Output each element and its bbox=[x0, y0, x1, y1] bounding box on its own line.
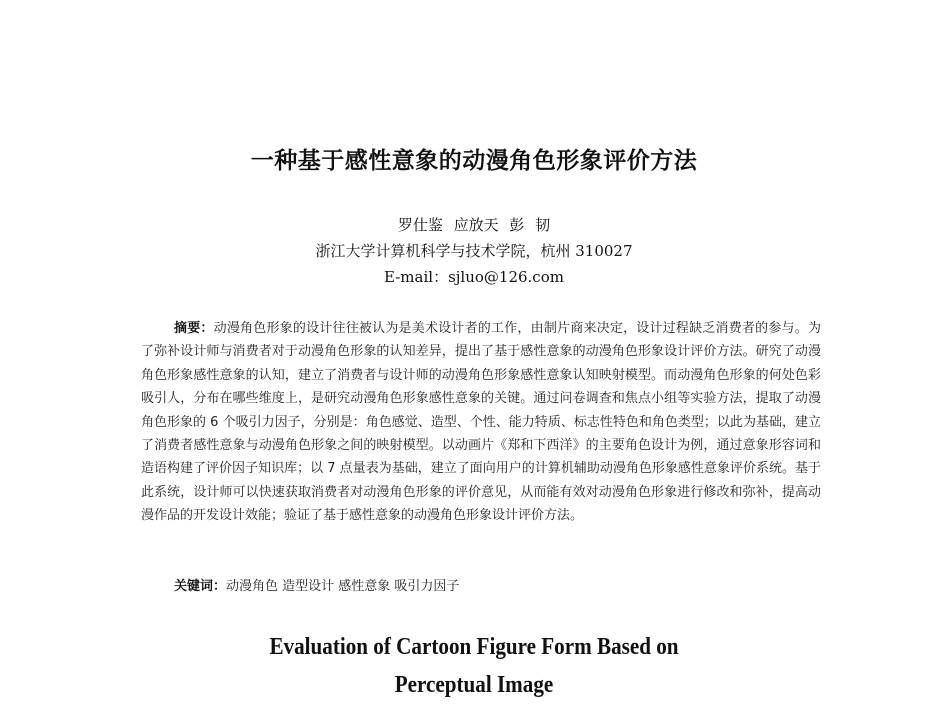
keywords-label: 关键词： bbox=[174, 579, 227, 594]
paper-title-cn: 一种基于感性意象的动漫角色形象评价方法 bbox=[250, 148, 698, 174]
abstract-text: 动漫角色形象的设计往往被认为是美术设计者的工作，由制片商来决定，设计过程缺乏消费者的参与。为了弥补设计师与消费者对于动漫角色形象的认知差异，提出了基于感性意象的动漫角色形象设计评价方法。研究了动漫角色形象感性意象的认知，建立了消费者与设计师的动漫角色形象感性意象认知映射模型。而动漫角色形象的何处色彩吸引人，分布在哪些维度上，是研究动漫角色形象感性意象的关键。通过问卷调查和焦点小组等实验方法，提取了动漫角色形象的 6 个吸引力因子，分别是：角色感觉、造型、个性、能力特质、标志性特色和角色类型；以此为基础，建立了消费者感性意象与动漫角色形象之间的映射模型。以动画片《郑和下西洋》的主要角色设计为例，通过意象形容词和造语构建了评价因子知识库；以 7 点量表为基础，建立了面向用户的计算机辅助动漫角色形象感性意象评价系统。基于此系统，设计师可以快速获取消费者对动漫角色形象的评价意见，从而能有效对动漫角色形象进行修改和弥补，提高动漫作品的开发设计效能；验证了基于感性意象的动漫角色形象设计评价方法。 bbox=[141, 321, 821, 524]
paper-title-en bbox=[57, 628, 891, 704]
abstract-paragraph bbox=[141, 317, 821, 528]
author-list: 罗仕鉴 应放天 彭 韧 bbox=[397, 216, 551, 234]
keywords-text: 动漫角色 造型设计 感性意象 吸引力因子 bbox=[226, 579, 460, 594]
keywords-line bbox=[174, 575, 814, 594]
author-email: E-mail：sjluo@126.com bbox=[384, 268, 564, 286]
paper-title-en-line1: Evaluation of Cartoon Figure Form Based on bbox=[269, 634, 679, 660]
paper-title-en-line2: Perceptual Image bbox=[394, 672, 554, 698]
abstract-label: 摘要： bbox=[174, 321, 214, 336]
affiliation: 浙江大学计算机科学与技术学院，杭州 310027 bbox=[315, 242, 633, 260]
